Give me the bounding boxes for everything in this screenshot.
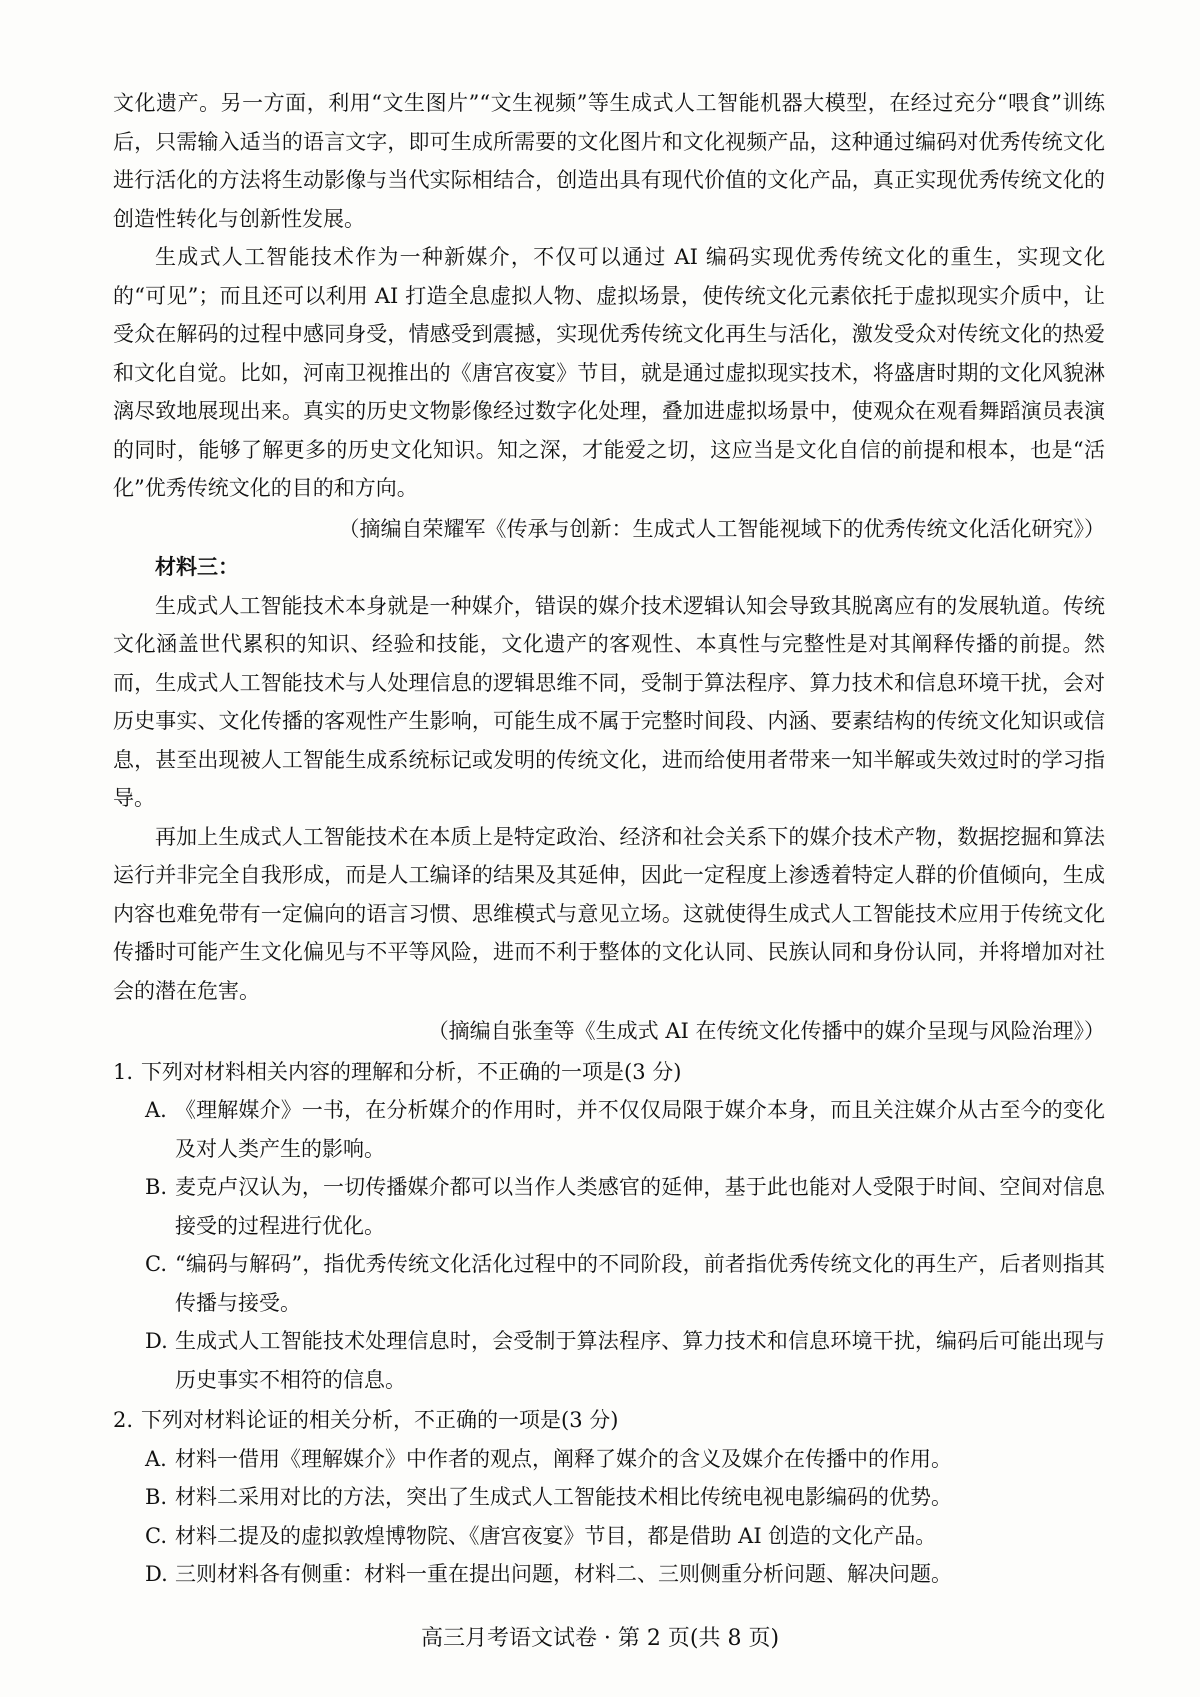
option-letter: D. xyxy=(145,1562,168,1586)
question-text: 下列对材料相关内容的理解和分析，不正确的一项是(3 分) xyxy=(141,1059,682,1084)
paragraph-material-two-second: 生成式人工智能技术作为一种新媒介，不仅可以通过 AI 编码实现优秀传统文化的重生，实现文化的“可见”；而且还可以利用 AI 打造全息虚拟人物、虚拟场景，使传统文化元素依托于虚拟现实介质中，让受众在解码的过程中感同身受，情感受到震撼，实现优秀传统文化再生与活化，激发受众对传统文化的热爱和文化自觉。比如，河南卫视推出的《唐宫夜宴》节目，就是通过虚拟现实技术，将盛唐时期的文化风貌淋漓尽致地展现出来。真实的历史文物影像经过数字化处理，叠加进虚拟场景中，使观众在观看舞蹈演员表演的同时，能够了解更多的历史文化知识。知之深，才能爱之切，这应当是文化自信的前提和根本，也是“活化”优秀传统文化的目的和方向。 xyxy=(113,245,1105,500)
question-2-option-b xyxy=(113,1478,1105,1517)
option-letter: B. xyxy=(145,1485,168,1509)
option-letter: C. xyxy=(145,1523,167,1548)
page-content xyxy=(113,84,1105,1594)
question-1-option-a xyxy=(113,1091,1105,1168)
page-footer: 高三月考语文试卷 · 第 2 页(共 8 页) xyxy=(420,1626,780,1651)
option-letter: C. xyxy=(145,1252,167,1276)
option-letter: D. xyxy=(145,1329,168,1353)
question-2-option-a xyxy=(113,1440,1105,1479)
question-1-option-d xyxy=(113,1322,1105,1399)
option-text: “编码与解码”，指优秀传统文化活化过程中的不同阶段，前者指优秀传统文化的再生产，后者则指其传播与接受。 xyxy=(175,1252,1105,1315)
source-material-two: （摘编自荣耀军《传承与创新：生成式人工智能视域下的优秀传统文化活化研究》） xyxy=(338,516,1105,541)
question-2-option-d xyxy=(113,1555,1105,1594)
question-1 xyxy=(113,1053,1105,1400)
option-letter: B. xyxy=(145,1175,168,1199)
question-1-option-b xyxy=(113,1168,1105,1245)
question-stem xyxy=(113,1053,1105,1092)
question-2 xyxy=(113,1401,1105,1594)
paragraph-material-three-first: 生成式人工智能技术本身就是一种媒介，错误的媒介技术逻辑认知会导致其脱离应有的发展轨道。传统文化涵盖世代累积的知识、经验和技能，文化遗产的客观性、本真性与完整性是对其阐释传播的前提。然而，生成式人工智能技术与人处理信息的逻辑思维不同，受制于算法程序、算力技术和信息环境干扰，会对历史事实、文化传播的客观性产生影响，可能生成不属于完整时间段、内涵、要素结构的传统文化知识或信息，甚至出现被人工智能生成系统标记或发明的传统文化，进而给使用者带来一知半解或失效过时的学习指导。 xyxy=(113,593,1105,810)
option-letter: A. xyxy=(145,1446,167,1471)
option-letter: A. xyxy=(145,1098,167,1122)
question-1-option-c xyxy=(113,1245,1105,1322)
question-2-option-c xyxy=(113,1517,1105,1556)
source-material-three: （摘编自张奎等《生成式 AI 在传统文化传播中的媒介呈现与风险治理》） xyxy=(427,1019,1105,1043)
option-text: 材料二采用对比的方法，突出了生成式人工智能技术相比传统电视电影编码的优势。 xyxy=(175,1485,952,1509)
question-stem xyxy=(113,1401,1105,1440)
material-three-title: 材料三： xyxy=(155,554,239,579)
question-number: 2. xyxy=(113,1408,134,1432)
option-text: 麦克卢汉认为，一切传播媒介都可以当作人类感官的延伸，基于此也能对人受限于时间、空间对信息接受的过程进行优化。 xyxy=(175,1175,1105,1238)
option-text: 《理解媒介》一书，在分析媒介的作用时，并不仅仅局限于媒介本身，而且关注媒介从古至今的变化及对人类产生的影响。 xyxy=(175,1098,1105,1161)
question-number: 1. xyxy=(113,1059,134,1084)
option-text: 材料一借用《理解媒介》中作者的观点，阐释了媒介的含义及媒介在传播中的作用。 xyxy=(175,1446,952,1471)
paragraph-material-two-continued: 文化遗产。另一方面，利用“文生图片”“文生视频”等生成式人工智能机器大模型，在经过充分“喂食”训练后，只需输入适当的语言文字，即可生成所需要的文化图片和文化视频产品，这种通过编码对优秀传统文化进行活化的方法将生动影像与当代实际相结合，创造出具有现代价值的文化产品，真正实现优秀传统文化的创造性转化与创新性发展。 xyxy=(113,91,1105,231)
option-text: 生成式人工智能技术处理信息时，会受制于算法程序、算力技术和信息环境干扰，编码后可能出现与历史事实不相符的信息。 xyxy=(175,1329,1105,1392)
option-text: 材料二提及的虚拟敦煌博物院、《唐宫夜宴》节目，都是借助 AI 创造的文化产品。 xyxy=(175,1523,937,1548)
option-text: 三则材料各有侧重：材料一重在提出问题，材料二、三则侧重分析问题、解决问题。 xyxy=(175,1562,952,1586)
question-text: 下列对材料论证的相关分析，不正确的一项是(3 分) xyxy=(141,1408,619,1432)
paragraph-material-three-second: 再加上生成式人工智能技术在本质上是特定政治、经济和社会关系下的媒介技术产物，数据挖掘和算法运行并非完全自我形成，而是人工编译的结果及其延伸，因此一定程度上渗透着特定人群的价值倾向，生成内容也难免带有一定偏向的语言习惯、思维模式与意见立场。这就使得生成式人工智能技术应用于传统文化传播时可能产生文化偏见与不平等风险，进而不利于整体的文化认同、民族认同和身份认同，并将增加对社会的潜在危害。 xyxy=(113,824,1105,1003)
